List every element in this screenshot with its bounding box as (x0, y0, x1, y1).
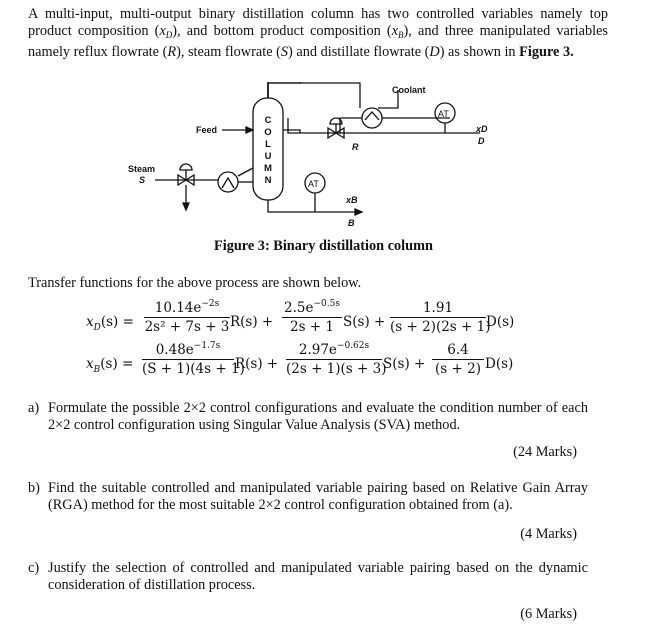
column-letter: M (264, 163, 272, 174)
condenser (362, 108, 382, 128)
at-top-label: AT (438, 109, 449, 119)
xd-label: xD (476, 124, 488, 134)
column-letter: O (264, 127, 272, 138)
question-b (28, 480, 588, 514)
column-letter: N (264, 175, 272, 186)
column-letter: L (265, 139, 271, 150)
coolant-label: Coolant (392, 85, 426, 95)
marks-b: (4 Marks) (520, 526, 577, 542)
equation-xb: $x_B(s)$ = $0.48e^{-1.7s}$ (S + 1)(4s + 1) R(s) + $2.97e^{-0.62s}$ (2s + 1)(s + 3) S(s) + 6.4 (s + 2) D(s) (86, 341, 514, 377)
xb-label: xB (346, 195, 358, 205)
question-label: a) (28, 400, 40, 416)
steam-label: Steam (128, 164, 156, 174)
column-letter: U (264, 151, 272, 162)
marks-a: (24 Marks) (513, 444, 577, 460)
reboiler (218, 172, 238, 192)
question-text: Justify the selection of controlled and manipulated variable pairing based on the dynamic consideration of distillation process. (48, 560, 588, 593)
question-label: b) (28, 480, 40, 496)
marks-c: (6 Marks) (520, 606, 577, 622)
question-c (28, 560, 588, 594)
b-label: B (348, 218, 355, 228)
equation-xd: $x_D(s)$ = $10.14e^{-2s}$ 2s² + 7s + 3 R(s) + $2.5e^{-0.5s}$ 2s + 1 S(s) + 1.91 (s + 2)(2s + 1) D(s) (86, 299, 515, 335)
intro-paragraph: A multi-input, multi-output binary distillation column has two controlled variables namely top product composition $(x_D)$, and bottom product composition $(x_B)$, and three manipulated variables namely reflux flowrate (R), steam flowrate (S) and distillate flowrate (D) as shown in Figure 3. (28, 6, 608, 60)
figure-caption: Figure 3: Binary distillation column (214, 238, 433, 254)
steam-var-label: S (139, 175, 146, 185)
question-text: Find the suitable controlled and manipulated variable pairing based on Relative Gain Array (RGA) method for the most suitable 2×2 control configuration obtained from (a). (48, 480, 588, 513)
column-letter: C (264, 115, 272, 126)
feed-label: Feed (196, 125, 218, 135)
question-a (28, 400, 588, 434)
transfer-function-intro: Transfer functions for the above process are shown below. (28, 275, 362, 291)
question-text: Formulate the possible 2×2 control configurations and evaluate the condition number of each 2×2 control configuration using Singular Value Analysis (SVA) method. (48, 400, 588, 433)
d-label: D (478, 136, 485, 146)
question-label: c) (28, 560, 40, 576)
r-label: R (352, 142, 359, 152)
at-bottom-label: AT (308, 179, 319, 189)
distillation-diagram (0, 0, 647, 235)
